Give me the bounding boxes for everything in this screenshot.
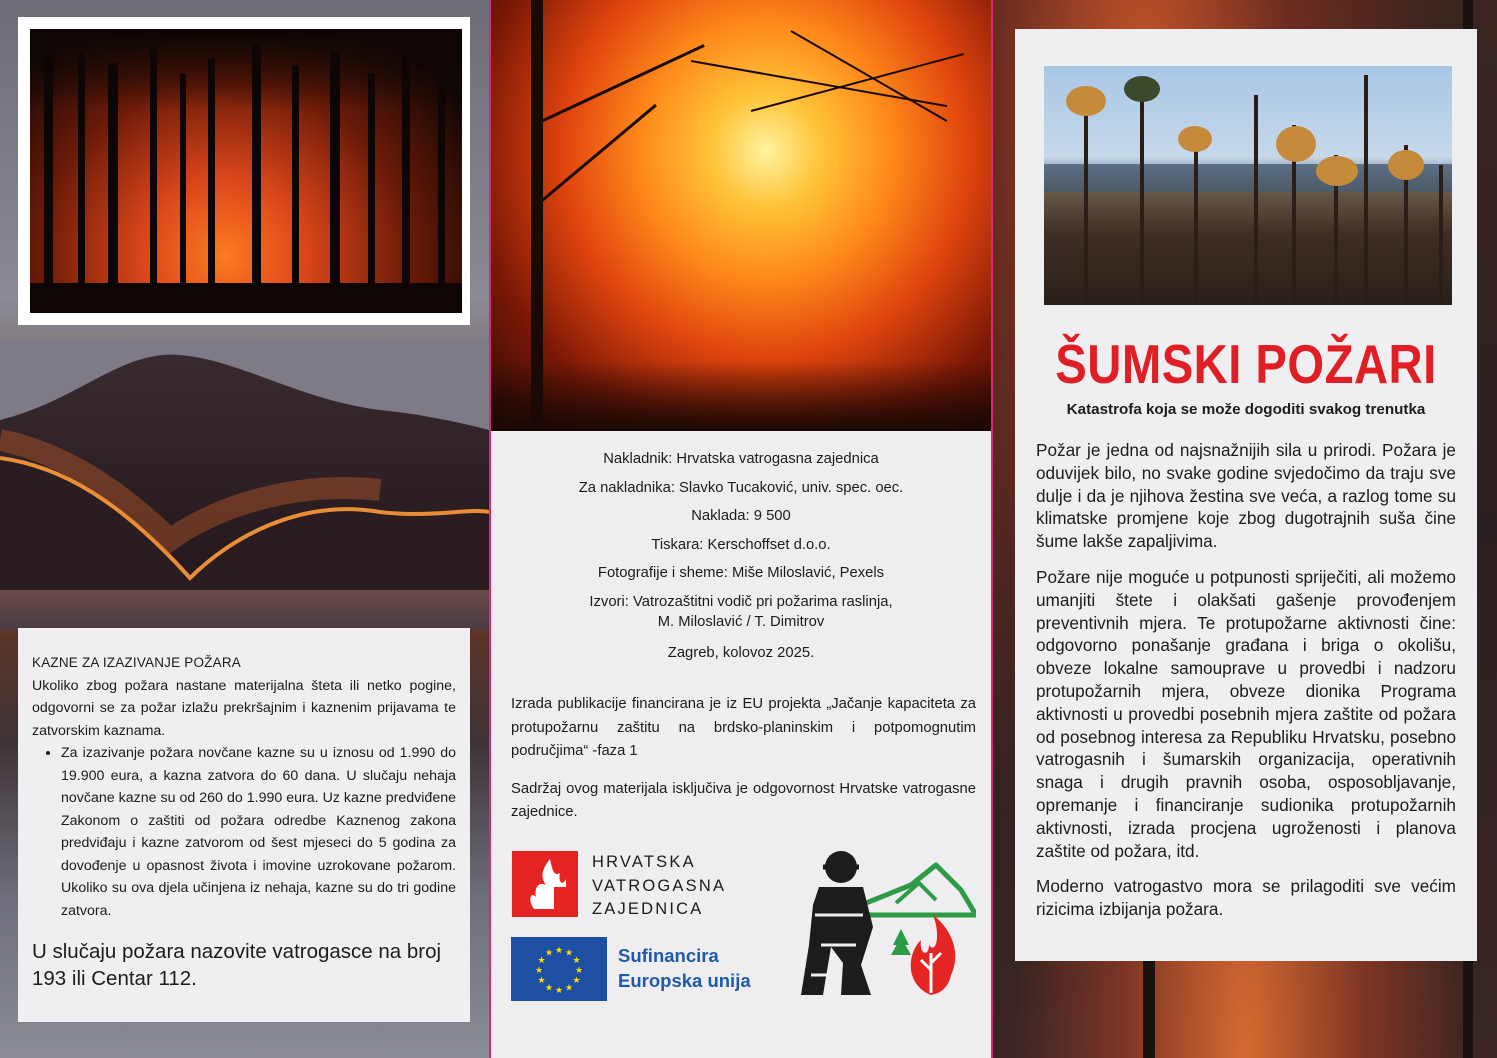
penalties-heading: KAZNE ZA IZAZIVANJE POŽARA [32,655,241,670]
cover-box [1015,29,1477,961]
eu-cofunding-label [618,943,751,993]
middle-panel [489,0,993,1058]
svg-text:★: ★ [544,983,554,994]
hvz-name-line-2: VATROGASNA [592,876,727,895]
penalties-bullet: • Za izazivanje požara novčane kazne su u iznosu od 1.990 do 19.900 eura, a kazna zatvora do 60 dana. U slučaju nehaja novčane kazne su od 260 do 1.990 eura. Uz kazne predviđene Zakonom o zaštiti od požara odredbe Kaznenog zakona predviđaju i kazne zatvorom od šest mjeseci do 5 godina za dovođenje u opasnost života i imovine uzrokovane požarom. Ukoliko su ova djela učinjena iz nehaja, kazne su do tri godine zatvora. [61,742,456,922]
svg-text:★: ★ [572,956,581,966]
funding-text-block [511,693,976,839]
intro-paragraph-1: Požar je jedna od najsnažnijih sila u prirodi. Požara je oduvijek bilo, no svake godine svjedočimo da traju sve dulje i da je njihova žestina sve veća, a razlog tome su klimatske promjene koje zbog dugotrajnih suša čine šume lakše zapaljivima. [1036,440,1456,552]
penalties-box [18,628,470,1022]
left-panel [0,0,489,1058]
intro-paragraph-2: Požare nije moguće u potpunosti spriječiti, ali možemo umanjiti štete i olakšati gašenje provođenjem preventivnih mjera. Te protupožarne aktivnosti čine: odgovorno ponašanje građana i briga o okolišu, obveze lokalne samouprave u provedbi i nadzoru protupožarnih mjera, obveze dionika Programa aktivnosti u provedbi posebnih mjera zaštite od požara od posebnog interesa za Republiku Hrvatsku, posebno vatrogasnih i šumarskih organizacija, operativnih snaga i drugih pravnih osoba, osposobljavanje, opremanje i financiranje sudionika protupožarnih aktivnosti, izrada procjena ugroženosti i planova zaštite od požara, itd. [1036,566,1456,861]
svg-text:★: ★ [564,948,574,959]
forest-fire-night-photo [30,29,462,313]
svg-text:★: ★ [572,976,581,986]
publisher-line: Nakladnik: Hrvatska vatrogasna zajednica [603,451,879,467]
eu-label-line-1: Sufinancira [618,945,719,966]
sources-line-1: Izvori: Vatrozaštitni vodič pri požarima raslinja, [589,593,893,610]
eu-label-line-2: Europska unija [618,970,751,991]
svg-text:★: ★ [537,956,546,966]
photos-line: Fotografije i sheme: Miše Miloslavić, Pexels [597,565,885,581]
funding-text: Izrada publikacije financirana je iz EU projekta „Jačanje kapaciteta za protupožarnu zaštitu na brdsko-planinskim i potpomognutim područjima“ -faza 1 [511,696,976,759]
main-title: ŠUMSKI POŽARI [1055,333,1437,395]
eu-flag-icon [511,937,607,1001]
sources-line-2: M. Miloslavić / T. Dimitrov [657,613,825,630]
disclaimer-text: Sadržaj ovog materijala isključiva je odgovornost Hrvatske vatrogasne zajednice. [511,780,976,820]
subtitle: Katastrofa koja se može dogoditi svakog trenutka [1066,401,1426,418]
penalties-intro: Ukoliko zbog požara nastane materijalna šteta ili netko pogine, odgovorni se za požar izlažu prekršajnim i kaznenim prijavama te zatvorskim kaznama. [32,677,456,739]
firefighter-project-logo-icon [801,845,976,1005]
hvz-name-line-3: ZAJEDNICA [592,900,704,918]
intro-text [1036,439,1456,934]
svg-text:★: ★ [554,946,564,956]
print-run-line: Naklada: 9 500 [691,508,791,524]
printer-line: Tiskara: Kerschoffset d.o.o. [651,536,831,553]
svg-text:★: ★ [574,966,584,976]
emergency-call-text: U slučaju požara nazovite vatrogasce na broj 193 ili Centar 112. [32,940,442,990]
svg-text:★: ★ [537,976,546,986]
svg-text:★: ★ [564,983,574,994]
mountain-fire-photo [0,340,489,630]
svg-text:★: ★ [554,986,564,996]
intro-paragraph-3: Moderno vatrogastvo mora se prilagoditi sve većim rizicima izbijanja požara. [1036,876,1456,920]
svg-text:★: ★ [544,948,554,959]
hvz-logo-icon [512,851,578,917]
hvz-name-line-1: HRVATSKA [592,853,696,871]
svg-text:★: ★ [534,966,544,976]
photo-frame-forest [18,17,470,325]
for-publisher-line: Za nakladnika: Slavko Tucaković, univ. spec. oec. [578,479,904,496]
hvz-name [592,851,726,922]
credits-block [491,445,991,667]
burnt-forest-photo [1044,66,1452,305]
right-panel [993,0,1497,1058]
place-date-line: Zagreb, kolovoz 2025. [667,644,815,661]
big-fire-photo [491,0,991,431]
